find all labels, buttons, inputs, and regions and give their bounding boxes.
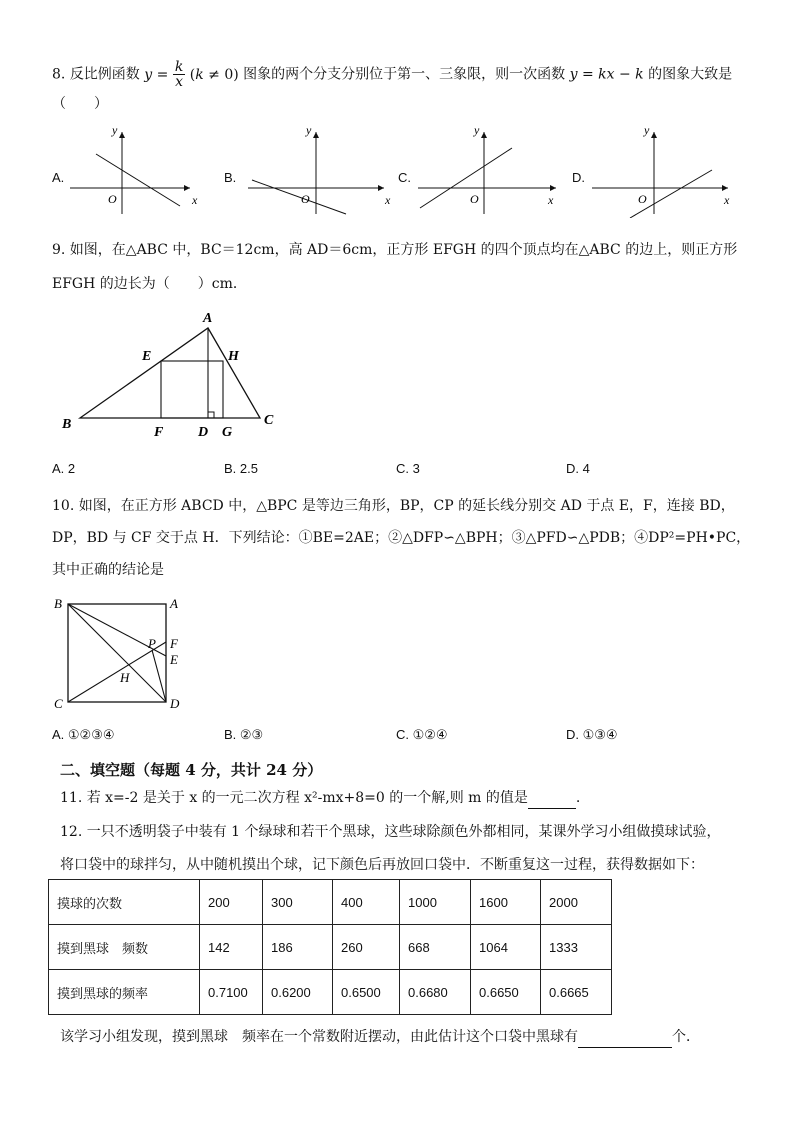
- q8-d-axis-y: y: [644, 123, 650, 137]
- q8-d-origin: O: [638, 192, 647, 206]
- table-cell: 186: [263, 925, 333, 970]
- q10-label-f: F: [170, 636, 178, 651]
- q8-text-pre: 反比例函数: [69, 66, 140, 83]
- q12-conclusion-end: 个．: [672, 1029, 700, 1045]
- q9-label-f: F: [154, 425, 164, 440]
- q9-label-a: A: [203, 311, 213, 326]
- q10-option-b: B. ②③: [224, 727, 264, 742]
- table-cell: 1064: [471, 925, 541, 970]
- table-cell: 0.6680: [400, 970, 471, 1015]
- q8-text-post: 的图象大致是: [648, 66, 733, 83]
- table-cell: 0.6200: [263, 970, 333, 1015]
- table-cell: 1600: [471, 880, 541, 925]
- q8-b-axis-x: x: [385, 193, 391, 207]
- q9-option-b: B. 2.5: [224, 461, 258, 476]
- q9-option-d: D. 4: [566, 461, 590, 476]
- q12-line1: 12. 一只不透明袋子中装有 1 个绿球和若干个黑球，这些球除颜色外都相同，某课外学习小组做摸球试验，: [60, 824, 721, 840]
- q8-graph-d: [588, 122, 738, 218]
- q9-label-e: E: [142, 349, 152, 364]
- table-cell: 0.6650: [471, 970, 541, 1015]
- q10-figure: [48, 592, 198, 714]
- table-cell: 142: [200, 925, 263, 970]
- q8-inverse-function: y = $\frac{k}{x}$ (k ≠ 0): [144, 59, 244, 90]
- q10-label-a: A: [170, 596, 178, 611]
- q8-linear-function: y = kx − k: [569, 66, 644, 83]
- q10-option-d: D. ①③④: [566, 727, 618, 742]
- table-cell: 0.6500: [333, 970, 400, 1015]
- table-cell: 668: [400, 925, 471, 970]
- q8-d-axis-x: x: [724, 193, 730, 207]
- q9-label-h: H: [228, 349, 239, 364]
- q8-graph-a: [66, 122, 216, 218]
- table-row-header: 摸球的次数: [49, 880, 200, 925]
- table-cell: 400: [333, 880, 400, 925]
- q8-option-a-label: A.: [52, 170, 65, 185]
- table-row-header: 摸到黑球 频数: [49, 925, 200, 970]
- q12-conclusion: [60, 1027, 700, 1048]
- q9-figure: [56, 306, 296, 446]
- table-cell: 0.6665: [541, 970, 612, 1015]
- q11-line: [60, 788, 580, 809]
- q9-label-d: D: [198, 425, 209, 440]
- table-cell: 200: [200, 880, 263, 925]
- q10-label-c: C: [54, 696, 63, 711]
- table-row: [49, 880, 612, 925]
- q8-a-origin: O: [108, 192, 117, 206]
- q9-label-c: C: [264, 413, 274, 428]
- q9-label-g: G: [222, 425, 233, 440]
- q8-c-origin: O: [470, 192, 479, 206]
- q12-conclusion-text: 该学习小组发现，摸到黑球 频率在一个常数附近摆动，由此估计这个口袋中黑球有: [60, 1029, 578, 1045]
- q8-b-origin: O: [301, 192, 310, 206]
- q10-line3: 其中正确的结论是: [52, 562, 164, 578]
- q8-c-axis-y: y: [474, 123, 480, 137]
- q10-option-c: C. ①②④: [396, 727, 448, 742]
- q9-option-c: C. 3: [396, 461, 420, 476]
- q11-text: 11. 若 x=-2 是关于 x 的一元二次方程 x²-mx+8=0 的一个解,则 m 的值是: [60, 790, 528, 806]
- q9-line2: EFGH 的边长为（ ）cm．: [52, 276, 247, 292]
- q8-text-mid: 图象的两个分支分别位于第一、三象限，则一次函数: [243, 66, 566, 83]
- table-cell: 260: [333, 925, 400, 970]
- q8-number: 8.: [52, 66, 66, 83]
- section-2-title: 二、填空题（每题 4 分，共计 24 分）: [60, 761, 323, 779]
- q8-graph-c: [414, 122, 564, 218]
- q12-data-table: [48, 879, 612, 1015]
- q9-option-a: A. 2: [52, 461, 76, 476]
- q8-b-axis-y: y: [306, 123, 312, 137]
- q10-label-h: H: [120, 670, 130, 685]
- q11-end: .: [575, 790, 581, 806]
- q8-option-d-label: D.: [572, 170, 585, 185]
- q8-c-axis-x: x: [548, 193, 554, 207]
- table-cell: 0.7100: [200, 970, 263, 1015]
- q12-answer-blank[interactable]: [578, 1027, 672, 1048]
- table-row-header: 摸到黑球的频率: [49, 970, 200, 1015]
- q10-line1: 10. 如图，在正方形 ABCD 中，△BPC 是等边三角形，BP，CP 的延长线分别交 AD 于点 E，F，连接 BD，: [52, 498, 735, 514]
- q9-line1: 9. 如图，在△ABC 中，BC＝12cm，高 AD＝6cm，正方形 EFGH 的四个顶点均在△ABC 的边上，则正方形: [52, 242, 738, 258]
- q9-label-b: B: [62, 417, 72, 432]
- table-cell: 300: [263, 880, 333, 925]
- q11-answer-blank[interactable]: [528, 788, 576, 809]
- q10-option-a: A. ①②③④: [52, 727, 115, 742]
- table-row: [49, 925, 612, 970]
- q8-a-axis-y: y: [112, 123, 118, 137]
- q8-graph-b: [244, 122, 394, 218]
- table-cell: 1000: [400, 880, 471, 925]
- q8-answer-paren: （ ）: [52, 96, 108, 112]
- q10-label-p: P: [148, 636, 156, 651]
- q8-option-c-label: C.: [398, 170, 411, 185]
- table-cell: 1333: [541, 925, 612, 970]
- q10-label-e: E: [170, 652, 178, 667]
- q8-option-b-label: B.: [224, 170, 237, 185]
- table-cell: 2000: [541, 880, 612, 925]
- q10-label-d: D: [170, 696, 180, 711]
- q12-line2: 将口袋中的球拌匀，从中随机摸出个球，记下颜色后再放回口袋中．不断重复这一过程，获得数据如下：: [60, 857, 704, 873]
- q10-label-b: B: [54, 596, 62, 611]
- q8-a-axis-x: x: [192, 193, 198, 207]
- table-row: [49, 970, 612, 1015]
- q8-line1: [52, 60, 732, 89]
- q10-line2: DP，BD 与 CF 交于点 H．下列结论：①BE=2AE；②△DFP∽△BPH；③△PFD∽△PDB；④DP²=PH•PC，: [52, 530, 751, 546]
